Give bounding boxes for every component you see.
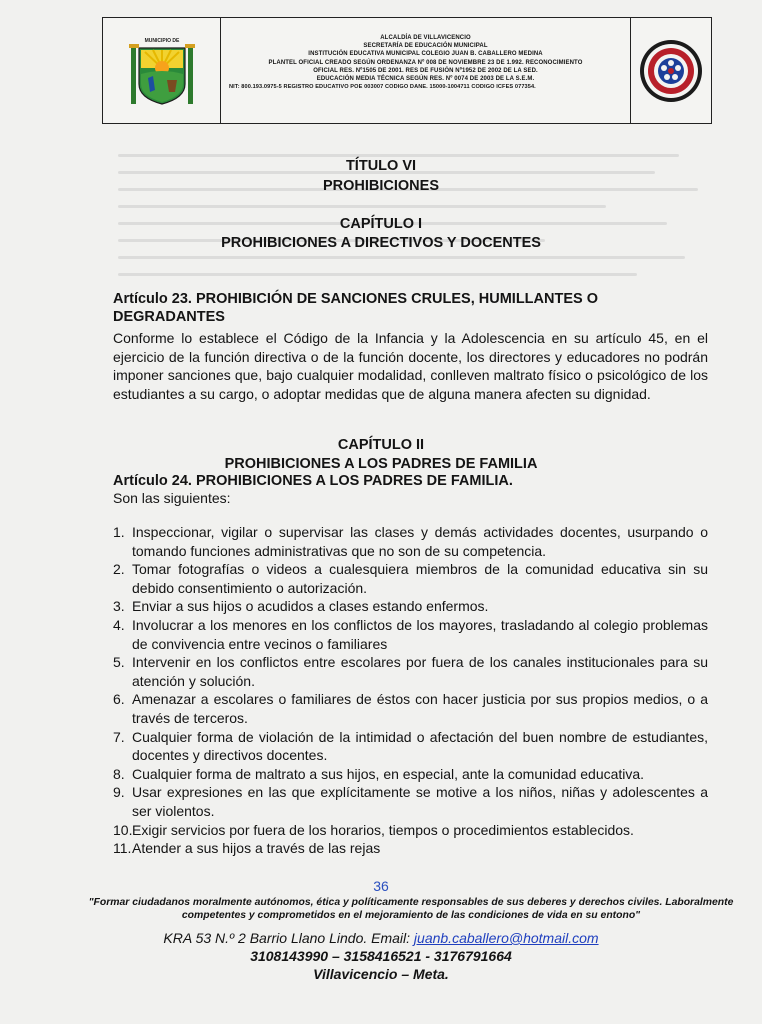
- list-item: 9. Usar expresiones en las que explícitamente se motive a los niños, niñas y adolescentes a ser violentos.: [113, 784, 708, 819]
- header-line-2: SECRETARÍA DE EDUCACIÓN MUNICIPAL: [363, 43, 488, 50]
- list-item: 7. Cualquier forma de violación de la intimidad o afectación del buen nombre de estudiantes, docentes y directivos docentes.: [113, 728, 708, 764]
- header-line-1: ALCALDÍA DE VILLAVICENCIO: [380, 35, 471, 41]
- footer-address-text: KRA 53 N.º 2 Barrio Llano Lindo. Email:: [163, 930, 414, 946]
- header-line-5: OFICIAL RES. Nº1505 DE 2001. RES DE FUSIÓN Nº1952 DE 2002 DE LA SED.: [313, 67, 538, 74]
- municipal-shield-logo: [103, 18, 221, 123]
- letterhead: [102, 17, 712, 124]
- chapter-2-heading: CAPÍTULO II: [337, 437, 425, 453]
- institution-info: [221, 18, 630, 123]
- list-item: 6. Amenazar a escolares o familiares de éstos con hacer justicia por sus propios medios, o a través de terceros.: [113, 691, 708, 726]
- header-line-6: EDUCACIÓN MEDIA TÉCNICA SEGÚN RES. Nº 0074 DE 2003 DE LA S.E.M.: [316, 76, 535, 83]
- footer-address: [0, 930, 762, 946]
- article-23-body: Conforme lo establece el Código de la Infancia y la Adolescencia en su artículo 45, en el ejercicio de la función directiva o de la función docente, los directores y educadores no podrán imponer sanciones que, bajo cualquier modalidad, conlleven maltrato físico o psicológico de los estudiantes a su cargo, o adoptar medidas que de alguna manera afecten su dignidad.: [113, 330, 708, 402]
- header-nit-line: NIT: 800.193.0975-5 REGISTRO EDUCATIVO POE 003007 CODIGO DANE. 15000-1004711 CODIGO ICFES 077354.: [229, 84, 536, 91]
- page-number: 36: [373, 878, 389, 894]
- list-item: 10. Exigir servicios por fuera de los horarios, tiempos o procedimientos establecidos.: [113, 821, 634, 838]
- chapter-1-heading: CAPÍTULO I: [339, 216, 423, 232]
- footer-city: Villavicencio – Meta.: [313, 966, 449, 982]
- prohibitions-list: [113, 523, 708, 858]
- footer-motto: "Formar ciudadanos moralmente autónomos, ética y políticamente responsables de sus deberes y derechos civiles. Laboralmente competentes y comprometidos en el mejoramiento de las condiciones de vida en su entono": [88, 897, 734, 921]
- chapter-2-subheading: PROHIBICIONES A LOS PADRES DE FAMILIA: [224, 456, 538, 472]
- list-item: 8. Cualquier forma de maltrato a sus hijos, en especial, ante la comunidad educativa.: [113, 765, 645, 782]
- chapter-1-subheading: PROHIBICIONES A DIRECTIVOS Y DOCENTES: [221, 235, 541, 251]
- header-line-4: PLANTEL OFICIAL CREADO SEGÚN ORDENANZA Nº 008 DE NOVIEMBRE 23 DE 1.992. RECONOCIMIENTO: [268, 59, 583, 66]
- list-item: 5. Intervenir en los conflictos entre escolares por fuera de los canales institucionales para su atención y solución.: [113, 654, 708, 689]
- list-item: 2. Tomar fotografías o videos a cualesquiera miembros de la comunidad educativa sin su debido consentimiento o autorización.: [113, 561, 708, 596]
- list-item: 11. Atender a sus hijos a través de las rejas: [113, 840, 381, 857]
- list-item: 4. Involucrar a los menores en los conflictos de los mayores, trasladando al colegio problemas de convivencia entre vecinos o familiares: [113, 616, 708, 652]
- title-subheading: PROHIBICIONES: [322, 178, 439, 194]
- header-line-3: INSTITUCIÓN EDUCATIVA MUNICIPAL COLEGIO JUAN B. CABALLERO MEDINA: [308, 51, 543, 58]
- school-seal-logo: [630, 18, 711, 123]
- email-link[interactable]: juanb.caballero@hotmail.com: [413, 930, 599, 946]
- title-heading: TÍTULO VI: [345, 158, 417, 174]
- list-item: 1. Inspeccionar, vigilar o supervisar las clases y demás actividades docentes, usurpando o tomando funciones administrativas que no son de su competencia.: [113, 524, 708, 559]
- footer-phones: 3108143990 – 3158416521 - 3176791664: [250, 948, 512, 964]
- article-23-heading: Artículo 23. PROHIBICIÓN DE SANCIONES CRULES, HUMILLANTES O DEGRADANTES: [113, 291, 598, 325]
- article-24-heading: Artículo 24. PROHIBICIONES A LOS PADRES DE FAMILIA.: [113, 473, 513, 489]
- list-item: 3. Enviar a sus hijos o acudidos a clases estando enfermos.: [113, 598, 489, 615]
- article-24-intro: Son las siguientes:: [113, 490, 231, 506]
- svg-text:MUNICIPIO DE: MUNICIPIO DE: [144, 37, 179, 44]
